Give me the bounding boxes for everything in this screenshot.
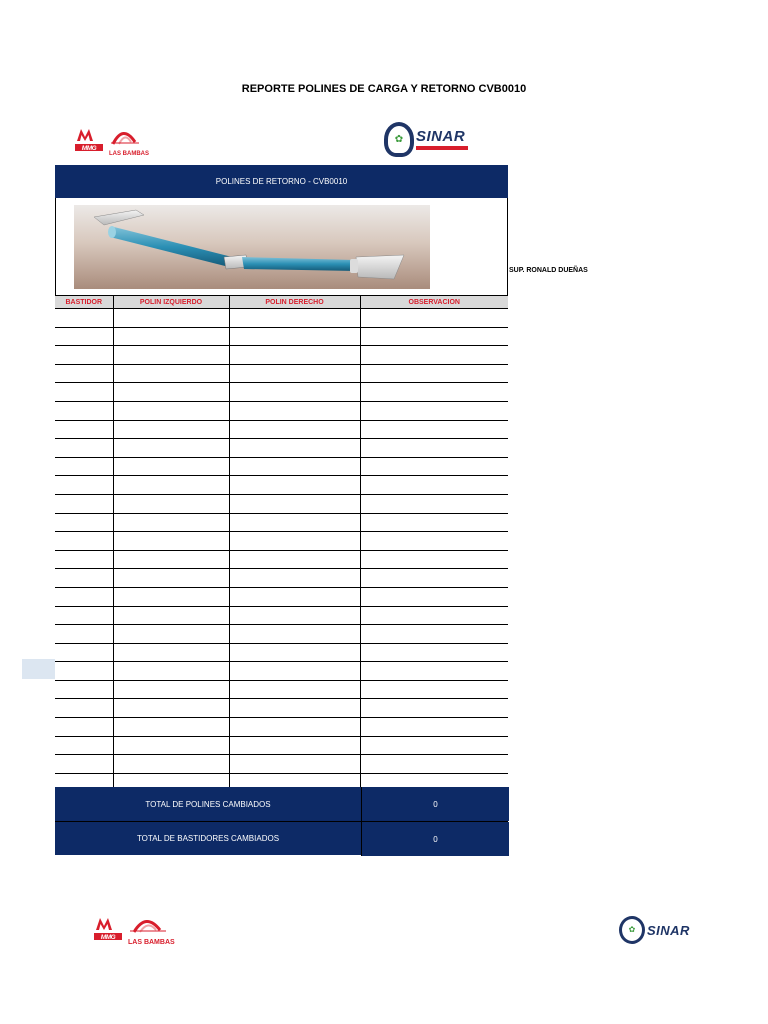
footer-sinar-gear-icon xyxy=(619,916,645,944)
observacion-cell[interactable] xyxy=(360,401,508,420)
table-row xyxy=(55,606,508,625)
polin-izquierdo-cell[interactable] xyxy=(113,736,229,755)
polin-izquierdo-cell[interactable] xyxy=(113,755,229,774)
table-row xyxy=(55,532,508,551)
polin-izquierdo-cell[interactable] xyxy=(113,532,229,551)
table-row xyxy=(55,309,508,328)
polin-derecho-cell[interactable] xyxy=(229,680,360,699)
table-row xyxy=(55,420,508,439)
polin-derecho-cell[interactable] xyxy=(229,606,360,625)
bastidor-cell[interactable] xyxy=(55,680,113,699)
las-bambas-logo xyxy=(109,126,149,157)
polin-derecho-cell[interactable] xyxy=(229,494,360,513)
polin-derecho-cell[interactable] xyxy=(229,420,360,439)
table-row xyxy=(55,383,508,402)
polin-izquierdo-cell[interactable] xyxy=(113,364,229,383)
bastidor-cell[interactable] xyxy=(55,383,113,402)
polin-izquierdo-cell[interactable] xyxy=(113,346,229,365)
observacion-cell[interactable] xyxy=(360,494,508,513)
footer-las-bambas-logo xyxy=(128,914,175,946)
bastidor-cell[interactable] xyxy=(55,420,113,439)
bastidor-cell[interactable] xyxy=(55,327,113,346)
bastidor-cell[interactable] xyxy=(55,606,113,625)
polin-derecho-cell[interactable] xyxy=(229,587,360,606)
table-row xyxy=(55,587,508,606)
observacion-cell[interactable] xyxy=(360,606,508,625)
bastidor-cell[interactable] xyxy=(55,587,113,606)
polin-derecho-cell[interactable] xyxy=(229,736,360,755)
polin-izquierdo-cell[interactable] xyxy=(113,587,229,606)
observacion-cell[interactable] xyxy=(360,755,508,774)
las-bambas-text: LAS BAMBAS xyxy=(109,151,149,157)
polin-derecho-cell[interactable] xyxy=(229,699,360,718)
polin-derecho-cell[interactable] xyxy=(229,309,360,328)
table-header-row xyxy=(55,296,508,309)
polin-derecho-cell[interactable] xyxy=(229,383,360,402)
table-row xyxy=(55,550,508,569)
bastidor-cell[interactable] xyxy=(55,532,113,551)
footer-sinar-logo xyxy=(619,916,690,944)
bastidor-cell[interactable] xyxy=(55,569,113,588)
polin-derecho-cell[interactable] xyxy=(229,401,360,420)
table-row xyxy=(55,662,508,681)
total-bastidores-label: TOTAL DE BASTIDORES CAMBIADOS xyxy=(55,822,361,855)
table-row xyxy=(55,736,508,755)
footer-las-bambas-text: LAS BAMBAS xyxy=(128,939,175,946)
observacion-cell[interactable] xyxy=(360,439,508,458)
table-row xyxy=(55,699,508,718)
polin-derecho-cell[interactable] xyxy=(229,569,360,588)
bastidor-cell[interactable] xyxy=(55,439,113,458)
footer-sinar-wordmark: SINAR xyxy=(647,922,690,938)
observacion-cell[interactable] xyxy=(360,309,508,328)
observacion-cell[interactable] xyxy=(360,680,508,699)
table-row xyxy=(55,327,508,346)
observacion-cell[interactable] xyxy=(360,420,508,439)
observacion-cell[interactable] xyxy=(360,625,508,644)
polin-izquierdo-cell[interactable] xyxy=(113,718,229,737)
polin-derecho-cell[interactable] xyxy=(229,439,360,458)
polin-derecho-cell[interactable] xyxy=(229,513,360,532)
polin-izquierdo-cell[interactable] xyxy=(113,662,229,681)
polin-izquierdo-cell[interactable] xyxy=(113,476,229,495)
bastidor-cell[interactable] xyxy=(55,736,113,755)
bastidor-cell[interactable] xyxy=(55,755,113,774)
polin-izquierdo-cell[interactable] xyxy=(113,569,229,588)
table-row xyxy=(55,476,508,495)
footer-mmg-las-bambas-logo xyxy=(94,914,175,946)
polin-izquierdo-cell[interactable] xyxy=(113,401,229,420)
table-row xyxy=(55,513,508,532)
mmg-mark-icon xyxy=(75,125,103,153)
table-row xyxy=(55,680,508,699)
polin-derecho-cell[interactable] xyxy=(229,718,360,737)
section-title: POLINES DE RETORNO - CVB0010 xyxy=(55,165,508,198)
supervisor-label: SUP. RONALD DUEÑAS xyxy=(509,267,588,274)
bastidor-cell[interactable] xyxy=(55,309,113,328)
bastidor-cell[interactable] xyxy=(55,494,113,513)
polin-derecho-cell[interactable] xyxy=(229,755,360,774)
bastidor-cell[interactable] xyxy=(55,625,113,644)
bastidor-cell[interactable] xyxy=(55,476,113,495)
footer-mmg-mark-icon xyxy=(94,914,122,942)
table-row xyxy=(55,346,508,365)
observacion-cell[interactable] xyxy=(360,383,508,402)
table-row xyxy=(55,718,508,737)
mmg-las-bambas-logo xyxy=(75,125,149,157)
observacion-cell[interactable] xyxy=(360,364,508,383)
idler-table xyxy=(55,296,508,792)
polin-izquierdo-cell[interactable] xyxy=(113,383,229,402)
sinar-logo xyxy=(384,122,468,157)
bastidor-cell[interactable] xyxy=(55,718,113,737)
polin-izquierdo-cell[interactable] xyxy=(113,327,229,346)
table-row xyxy=(55,457,508,476)
idler-image xyxy=(74,205,430,289)
table-row xyxy=(55,364,508,383)
polin-derecho-cell[interactable] xyxy=(229,457,360,476)
col-bastidor: BASTIDOR xyxy=(55,296,113,309)
observacion-cell[interactable] xyxy=(360,718,508,737)
total-bastidores-value: 0 xyxy=(361,822,509,856)
sinar-wordmark: SINAR xyxy=(416,128,466,145)
polin-derecho-cell[interactable] xyxy=(229,532,360,551)
polin-izquierdo-cell[interactable] xyxy=(113,680,229,699)
footer-las-bambas-arch-icon xyxy=(128,914,168,934)
bastidor-cell[interactable] xyxy=(55,401,113,420)
svg-text:MMG: MMG xyxy=(100,934,116,941)
bastidor-cell[interactable] xyxy=(55,662,113,681)
observacion-cell[interactable] xyxy=(360,662,508,681)
polin-derecho-cell[interactable] xyxy=(229,364,360,383)
polin-derecho-cell[interactable] xyxy=(229,346,360,365)
col-polin-izquierdo: POLIN IZQUIERDO xyxy=(113,296,229,309)
polin-derecho-cell[interactable] xyxy=(229,550,360,569)
bastidor-cell[interactable] xyxy=(55,513,113,532)
footer-mmg-logo xyxy=(94,914,122,946)
col-polin-derecho: POLIN DERECHO xyxy=(229,296,360,309)
observacion-cell[interactable] xyxy=(360,736,508,755)
polin-izquierdo-cell[interactable] xyxy=(113,513,229,532)
observacion-cell[interactable] xyxy=(360,476,508,495)
observacion-cell[interactable] xyxy=(360,643,508,662)
observacion-cell[interactable] xyxy=(360,699,508,718)
table-row xyxy=(55,401,508,420)
polin-izquierdo-cell[interactable] xyxy=(113,625,229,644)
table-row xyxy=(55,569,508,588)
bastidor-cell[interactable] xyxy=(55,699,113,718)
observacion-cell[interactable] xyxy=(360,532,508,551)
polin-izquierdo-cell[interactable] xyxy=(113,457,229,476)
observacion-cell[interactable] xyxy=(360,457,508,476)
bastidor-cell[interactable] xyxy=(55,550,113,569)
sinar-gear-icon xyxy=(384,122,414,157)
observacion-cell[interactable] xyxy=(360,513,508,532)
total-polines-value: 0 xyxy=(361,787,509,821)
table-row xyxy=(55,494,508,513)
leaf-icon: ✿ xyxy=(394,133,404,145)
total-polines-label: TOTAL DE POLINES CAMBIADOS xyxy=(55,787,361,821)
footer-leaf-icon: ✿ xyxy=(628,925,636,934)
return-idler-illustration xyxy=(74,205,430,289)
svg-text:MMG: MMG xyxy=(81,145,97,152)
polin-derecho-cell[interactable] xyxy=(229,327,360,346)
table-row xyxy=(55,755,508,774)
polin-izquierdo-cell[interactable] xyxy=(113,494,229,513)
polin-derecho-cell[interactable] xyxy=(229,643,360,662)
col-observacion: OBSERVACION xyxy=(360,296,508,309)
polin-derecho-cell[interactable] xyxy=(229,476,360,495)
table-row xyxy=(55,643,508,662)
observacion-cell[interactable] xyxy=(360,327,508,346)
polin-izquierdo-cell[interactable] xyxy=(113,550,229,569)
observacion-cell[interactable] xyxy=(360,346,508,365)
polin-izquierdo-cell[interactable] xyxy=(113,309,229,328)
observacion-cell[interactable] xyxy=(360,587,508,606)
mmg-logo xyxy=(75,125,103,157)
polin-izquierdo-cell[interactable] xyxy=(113,439,229,458)
bastidor-cell[interactable] xyxy=(55,346,113,365)
observacion-cell[interactable] xyxy=(360,550,508,569)
selected-cell[interactable] xyxy=(22,659,55,679)
bastidor-cell[interactable] xyxy=(55,457,113,476)
bastidor-cell[interactable] xyxy=(55,364,113,383)
polin-derecho-cell[interactable] xyxy=(229,625,360,644)
las-bambas-arch-icon xyxy=(109,126,141,146)
report-title: REPORTE POLINES DE CARGA Y RETORNO CVB0010 xyxy=(241,83,527,95)
sinar-tagline-bar xyxy=(416,146,468,150)
observacion-cell[interactable] xyxy=(360,569,508,588)
table-row xyxy=(55,625,508,644)
polin-izquierdo-cell[interactable] xyxy=(113,699,229,718)
polin-izquierdo-cell[interactable] xyxy=(113,420,229,439)
polin-izquierdo-cell[interactable] xyxy=(113,643,229,662)
table-row xyxy=(55,439,508,458)
polin-derecho-cell[interactable] xyxy=(229,662,360,681)
polin-izquierdo-cell[interactable] xyxy=(113,606,229,625)
bastidor-cell[interactable] xyxy=(55,643,113,662)
